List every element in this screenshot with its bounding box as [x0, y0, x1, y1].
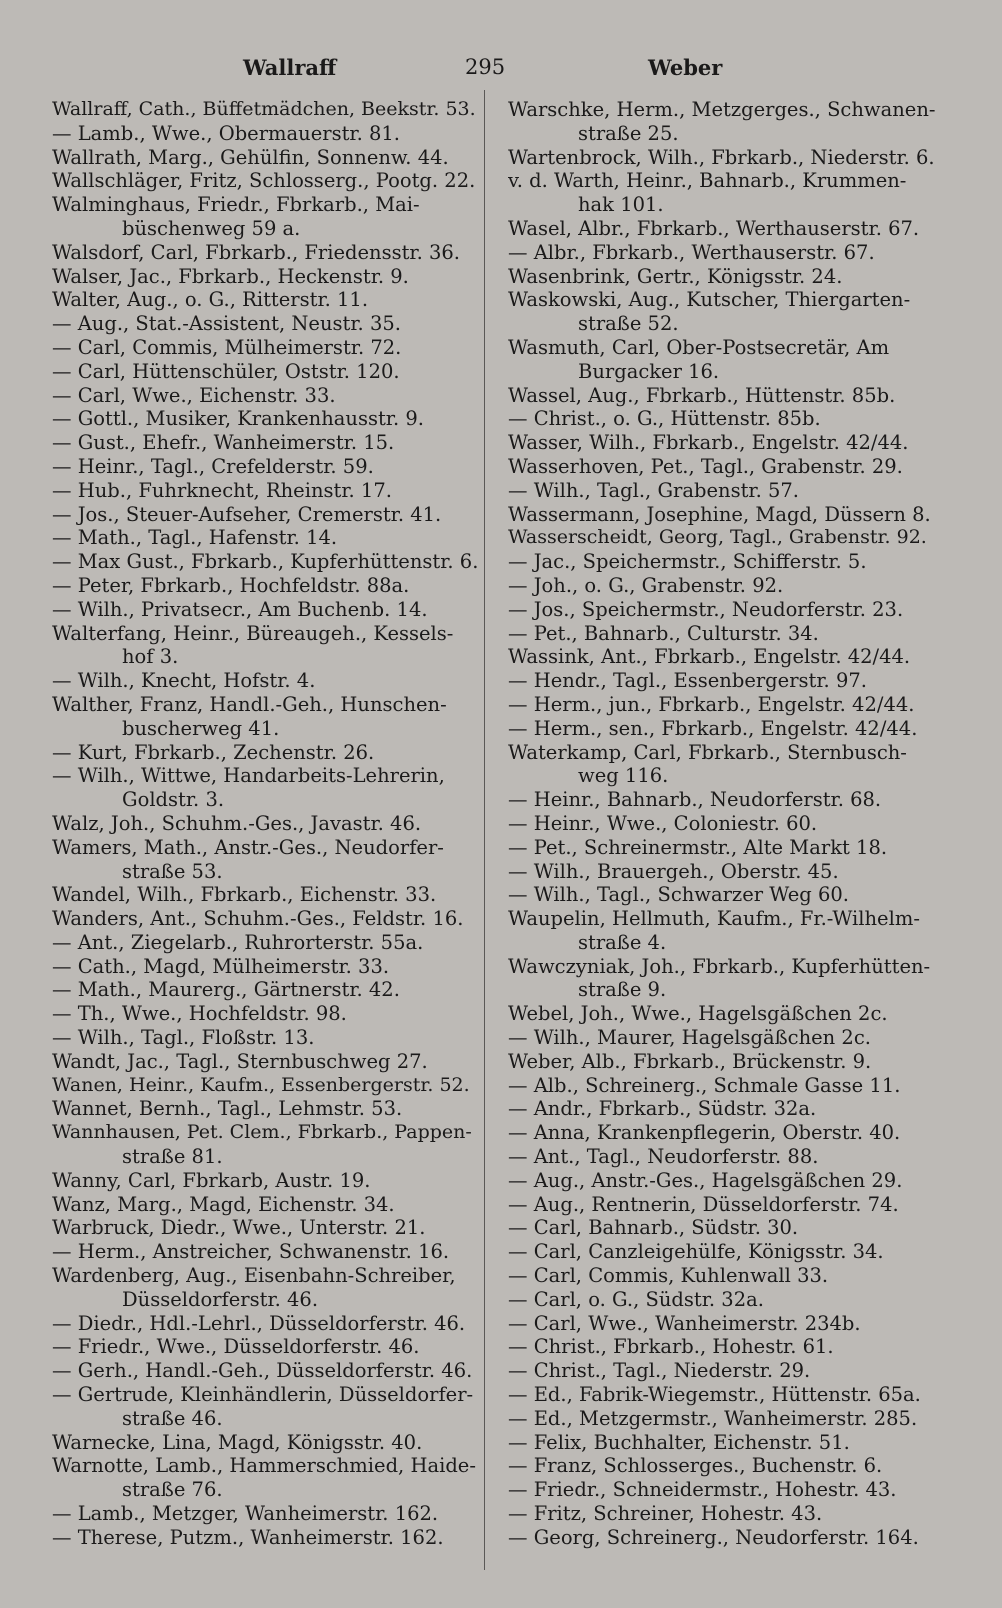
directory-entry: — Math., Maurerg., Gärtnerstr. 42.	[52, 978, 400, 1002]
directory-entry: — Wilh., Brauergeh., Oberstr. 45.	[508, 859, 839, 883]
directory-entry: — Gust., Ehefr., Wanheimerstr. 15.	[52, 431, 395, 455]
right-column	[508, 98, 936, 1550]
directory-entry: — Carl, Bahnarb., Südstr. 30.	[508, 1216, 799, 1240]
directory-entry: — Aug., Anstr.-Ges., Hagelsgäßchen 29.	[508, 1168, 903, 1192]
directory-entry: — Jos., Speichermstr., Neudorferstr. 23.	[508, 597, 904, 621]
directory-entry: Wallraff, Cath., Büffetmädchen, Beekstr. 53.	[52, 98, 476, 120]
directory-entry: — Heinr., Wwe., Coloniestr. 60.	[508, 811, 818, 835]
directory-entry: Waterkamp, Carl, Fbrkarb., Sternbusch-	[508, 740, 907, 764]
entry-continuation: weg 116.	[578, 764, 669, 788]
directory-entry: Wasser, Wilh., Fbrkarb., Engelstr. 42/44.	[508, 431, 909, 455]
directory-entry: — Wilh., Tagl., Schwarzer Weg 60.	[508, 883, 849, 907]
directory-entry: — Aug., Stat.-Assistent, Neustr. 35.	[52, 312, 401, 336]
directory-entry: — Th., Wwe., Hochfeldstr. 98.	[52, 1002, 347, 1026]
directory-entry: Wasmuth, Carl, Ober-Postsecretär, Am	[508, 335, 890, 359]
directory-entry: Wandel, Wilh., Fbrkarb., Eichenstr. 33.	[52, 883, 437, 907]
entry-continuation: büschenweg 59 a.	[122, 216, 301, 240]
directory-entry: Wallschläger, Fritz, Schlosserg., Pootg. 22.	[52, 169, 476, 193]
directory-entry: — Felix, Buchhalter, Eichenstr. 51.	[508, 1430, 850, 1454]
directory-entry: — Lamb., Wwe., Obermauerstr. 81.	[52, 121, 401, 145]
directory-entry: Wardenberg, Aug., Eisenbahn-Schreiber,	[52, 1264, 456, 1288]
directory-entry: — Wilh., Tagl., Floßstr. 13.	[52, 1026, 315, 1050]
directory-entry: — Jos., Steuer-Aufseher, Cremerstr. 41.	[52, 502, 442, 526]
directory-entry: — Diedr., Hdl.-Lehrl., Düsseldorferstr. 46.	[52, 1311, 466, 1335]
directory-entry: — Christ., Fbrkarb., Hohestr. 61.	[508, 1335, 834, 1359]
running-head-right: Weber	[648, 55, 723, 80]
directory-entry: Warbruck, Diedr., Wwe., Unterstr. 21.	[52, 1216, 426, 1240]
directory-entry: — Friedr., Schneidermstr., Hohestr. 43.	[508, 1478, 897, 1502]
left-column	[52, 98, 480, 1550]
directory-entry: — Gertrude, Kleinhändlerin, Düsseldorfer-	[52, 1383, 474, 1407]
directory-entry: — Fritz, Schreiner, Hohestr. 43.	[508, 1502, 823, 1526]
directory-entry: — Alb., Schreinerg., Schmale Gasse 11.	[508, 1073, 901, 1097]
directory-entry: — Lamb., Metzger, Wanheimerstr. 162.	[52, 1502, 439, 1526]
directory-entry: — Albr., Fbrkarb., Werthauserstr. 67.	[508, 240, 875, 264]
directory-entry: — Hendr., Tagl., Essenbergerstr. 97.	[508, 669, 867, 693]
directory-entry: — Ed., Metzgermstr., Wanheimerstr. 285.	[508, 1406, 918, 1430]
directory-entry: v. d. Warth, Heinr., Bahnarb., Krummen-	[508, 169, 907, 193]
directory-entry: — Aug., Rentnerin, Düsseldorferstr. 74.	[508, 1192, 899, 1216]
directory-entry: — Jac., Speichermstr., Schifferstr. 5.	[508, 550, 867, 574]
directory-entry: — Carl, Commis, Kuhlenwall 33.	[508, 1264, 829, 1288]
directory-entry: — Math., Tagl., Hafenstr. 14.	[52, 526, 338, 550]
directory-entry: Wassel, Aug., Fbrkarb., Hüttenstr. 85b.	[508, 383, 896, 407]
directory-entry: — Carl, Wwe., Eichenstr. 33.	[52, 383, 336, 407]
page-header	[0, 55, 1002, 95]
running-head-left: Wallraff	[243, 55, 337, 80]
entry-continuation: straße 76.	[122, 1478, 223, 1502]
directory-entry: — Gottl., Musiker, Krankenhausstr. 9.	[52, 407, 424, 431]
directory-entry: — Ed., Fabrik-Wiegemstr., Hüttenstr. 65a.	[508, 1383, 921, 1407]
directory-entry: Wamers, Math., Anstr.-Ges., Neudorfer-	[52, 835, 444, 859]
entry-continuation: hof 3.	[122, 645, 179, 669]
entry-continuation: buscherweg 41.	[122, 716, 280, 740]
directory-entry: — Georg, Schreinerg., Neudorferstr. 164.	[508, 1525, 919, 1549]
directory-entry: Wassink, Ant., Fbrkarb., Engelstr. 42/44.	[508, 645, 911, 669]
entry-continuation: straße 4.	[578, 930, 667, 954]
directory-entry: — Carl, o. G., Südstr. 32a.	[508, 1287, 764, 1311]
directory-entry: — Hub., Fuhrknecht, Rheinstr. 17.	[52, 478, 392, 502]
directory-entry: Walz, Joh., Schuhm.-Ges., Javastr. 46.	[52, 811, 422, 835]
directory-entry: Waskowski, Aug., Kutscher, Thiergarten-	[508, 288, 911, 312]
directory-entry: Wanders, Ant., Schuhm.-Ges., Feldstr. 16.	[52, 907, 464, 931]
directory-entry: — Carl, Wwe., Wanheimerstr. 234b.	[508, 1311, 861, 1335]
directory-entry: Walter, Aug., o. G., Ritterstr. 11.	[52, 288, 369, 312]
directory-entry: Walser, Jac., Fbrkarb., Heckenstr. 9.	[52, 264, 409, 288]
entry-continuation: hak 101.	[578, 193, 664, 217]
directory-entry: Wasel, Albr., Fbrkarb., Werthauserstr. 67.	[508, 216, 920, 240]
directory-entry: — Christ., o. G., Hüttenstr. 85b.	[508, 407, 821, 431]
directory-entry: — Christ., Tagl., Niederstr. 29.	[508, 1359, 811, 1383]
directory-entry: — Anna, Krankenpflegerin, Oberstr. 40.	[508, 1121, 901, 1145]
directory-entry: Walminghaus, Friedr., Fbrkarb., Mai-	[52, 193, 420, 217]
directory-entry: Weber, Alb., Fbrkarb., Brückenstr. 9.	[508, 1049, 872, 1073]
entry-continuation: Burgacker 16.	[578, 359, 720, 383]
entry-continuation: Goldstr. 3.	[122, 788, 225, 812]
directory-entry: Wannhausen, Pet. Clem., Fbrkarb., Pappen-	[52, 1121, 472, 1144]
directory-entry: Wanen, Heinr., Kaufm., Essenbergerstr. 52.	[52, 1073, 470, 1096]
entry-continuation: straße 53.	[122, 859, 223, 883]
directory-entry: — Ant., Tagl., Neudorferstr. 88.	[508, 1145, 819, 1169]
directory-entry: Walther, Franz, Handl.-Geh., Hunschen-	[52, 692, 447, 716]
directory-entry: — Friedr., Wwe., Düsseldorferstr. 46.	[52, 1335, 420, 1359]
directory-entry: — Herm., Anstreicher, Schwanenstr. 16.	[52, 1240, 450, 1264]
entry-continuation: straße 52.	[578, 312, 679, 336]
directory-entry: Wallrath, Marg., Gehülfin, Sonnenw. 44.	[52, 145, 449, 169]
directory-entry: — Ant., Ziegelarb., Ruhrorterstr. 55a.	[52, 930, 424, 954]
directory-entry: — Therese, Putzm., Wanheimerstr. 162.	[52, 1525, 444, 1549]
entry-continuation: straße 46.	[122, 1406, 223, 1430]
directory-entry: Wanny, Carl, Fbrkarb, Austr. 19.	[52, 1168, 371, 1192]
directory-entry: — Wilh., Tagl., Grabenstr. 57.	[508, 478, 799, 502]
directory-entry: Walsdorf, Carl, Fbrkarb., Friedensstr. 36.	[52, 240, 461, 264]
directory-entry: — Andr., Fbrkarb., Südstr. 32a.	[508, 1097, 817, 1121]
page-number: 295	[465, 55, 506, 79]
directory-entry: Walterfang, Heinr., Büreaugeh., Kessels-	[52, 621, 454, 645]
directory-entry: Wanz, Marg., Magd, Eichenstr. 34.	[52, 1192, 395, 1216]
directory-entry: — Wilh., Privatsecr., Am Buchenb. 14.	[52, 597, 428, 621]
directory-entry: — Carl, Canzleigehülfe, Königsstr. 34.	[508, 1240, 884, 1264]
directory-entry: — Franz, Schlosserges., Buchenstr. 6.	[508, 1454, 883, 1478]
directory-entry: Wawczyniak, Joh., Fbrkarb., Kupferhütten-	[508, 954, 931, 978]
directory-entry: — Max Gust., Fbrkarb., Kupferhüttenstr. 6.	[52, 550, 479, 574]
directory-entry: — Kurt, Fbrkarb., Zechenstr. 26.	[52, 740, 375, 764]
directory-entry: — Carl, Commis, Mülheimerstr. 72.	[52, 335, 402, 359]
directory-entry: — Heinr., Tagl., Crefelderstr. 59.	[52, 454, 374, 478]
directory-entry: — Cath., Magd, Mülheimerstr. 33.	[52, 954, 390, 978]
directory-entry: Wartenbrock, Wilh., Fbrkarb., Niederstr. 6.	[508, 145, 935, 169]
directory-entry: — Wilh., Maurer, Hagelsgäßchen 2c.	[508, 1026, 871, 1050]
directory-entry: — Joh., o. G., Grabenstr. 92.	[508, 573, 784, 597]
directory-entry: — Wilh., Wittwe, Handarbeits-Lehrerin,	[52, 764, 445, 788]
directory-entry: — Carl, Hüttenschüler, Oststr. 120.	[52, 359, 400, 383]
directory-entry: Webel, Joh., Wwe., Hagelsgäßchen 2c.	[508, 1002, 888, 1026]
entry-continuation: straße 25.	[578, 121, 679, 145]
directory-entry: — Heinr., Bahnarb., Neudorferstr. 68.	[508, 788, 882, 812]
directory-entry: — Herm., sen., Fbrkarb., Engelstr. 42/44.	[508, 716, 918, 740]
directory-entry: Wassermann, Josephine, Magd, Düssern 8.	[508, 502, 931, 526]
entry-continuation: straße 9.	[578, 978, 667, 1002]
directory-entry: — Pet., Schreinermstr., Alte Markt 18.	[508, 835, 888, 859]
directory-entry: — Pet., Bahnarb., Culturstr. 34.	[508, 621, 819, 645]
directory-entry: Wasserscheidt, Georg, Tagl., Grabenstr. 92.	[508, 526, 927, 549]
directory-entry: — Wilh., Knecht, Hofstr. 4.	[52, 669, 316, 693]
entry-continuation: Düsseldorferstr. 46.	[122, 1287, 319, 1311]
directory-entry: Wasserhoven, Pet., Tagl., Grabenstr. 29.	[508, 454, 903, 478]
column-divider	[484, 90, 485, 1570]
directory-entry: Wasenbrink, Gertr., Königsstr. 24.	[508, 264, 843, 288]
directory-entry: Warnecke, Lina, Magd, Königsstr. 40.	[52, 1430, 423, 1454]
entry-continuation: straße 81.	[122, 1145, 223, 1169]
directory-entry: Warnotte, Lamb., Hammerschmied, Haide-	[52, 1454, 476, 1478]
directory-entry: — Peter, Fbrkarb., Hochfeldstr. 88a.	[52, 573, 410, 597]
directory-entry: Waupelin, Hellmuth, Kaufm., Fr.-Wilhelm-	[508, 907, 920, 931]
directory-entry: Wandt, Jac., Tagl., Sternbuschweg 27.	[52, 1049, 428, 1073]
directory-entry: Warschke, Herm., Metzgerges., Schwanen-	[508, 98, 936, 121]
directory-entry: — Herm., jun., Fbrkarb., Engelstr. 42/44.	[508, 692, 915, 716]
directory-entry: — Gerh., Handl.-Geh., Düsseldorferstr. 46.	[52, 1359, 473, 1383]
directory-entry: Wannet, Bernh., Tagl., Lehmstr. 53.	[52, 1097, 403, 1121]
